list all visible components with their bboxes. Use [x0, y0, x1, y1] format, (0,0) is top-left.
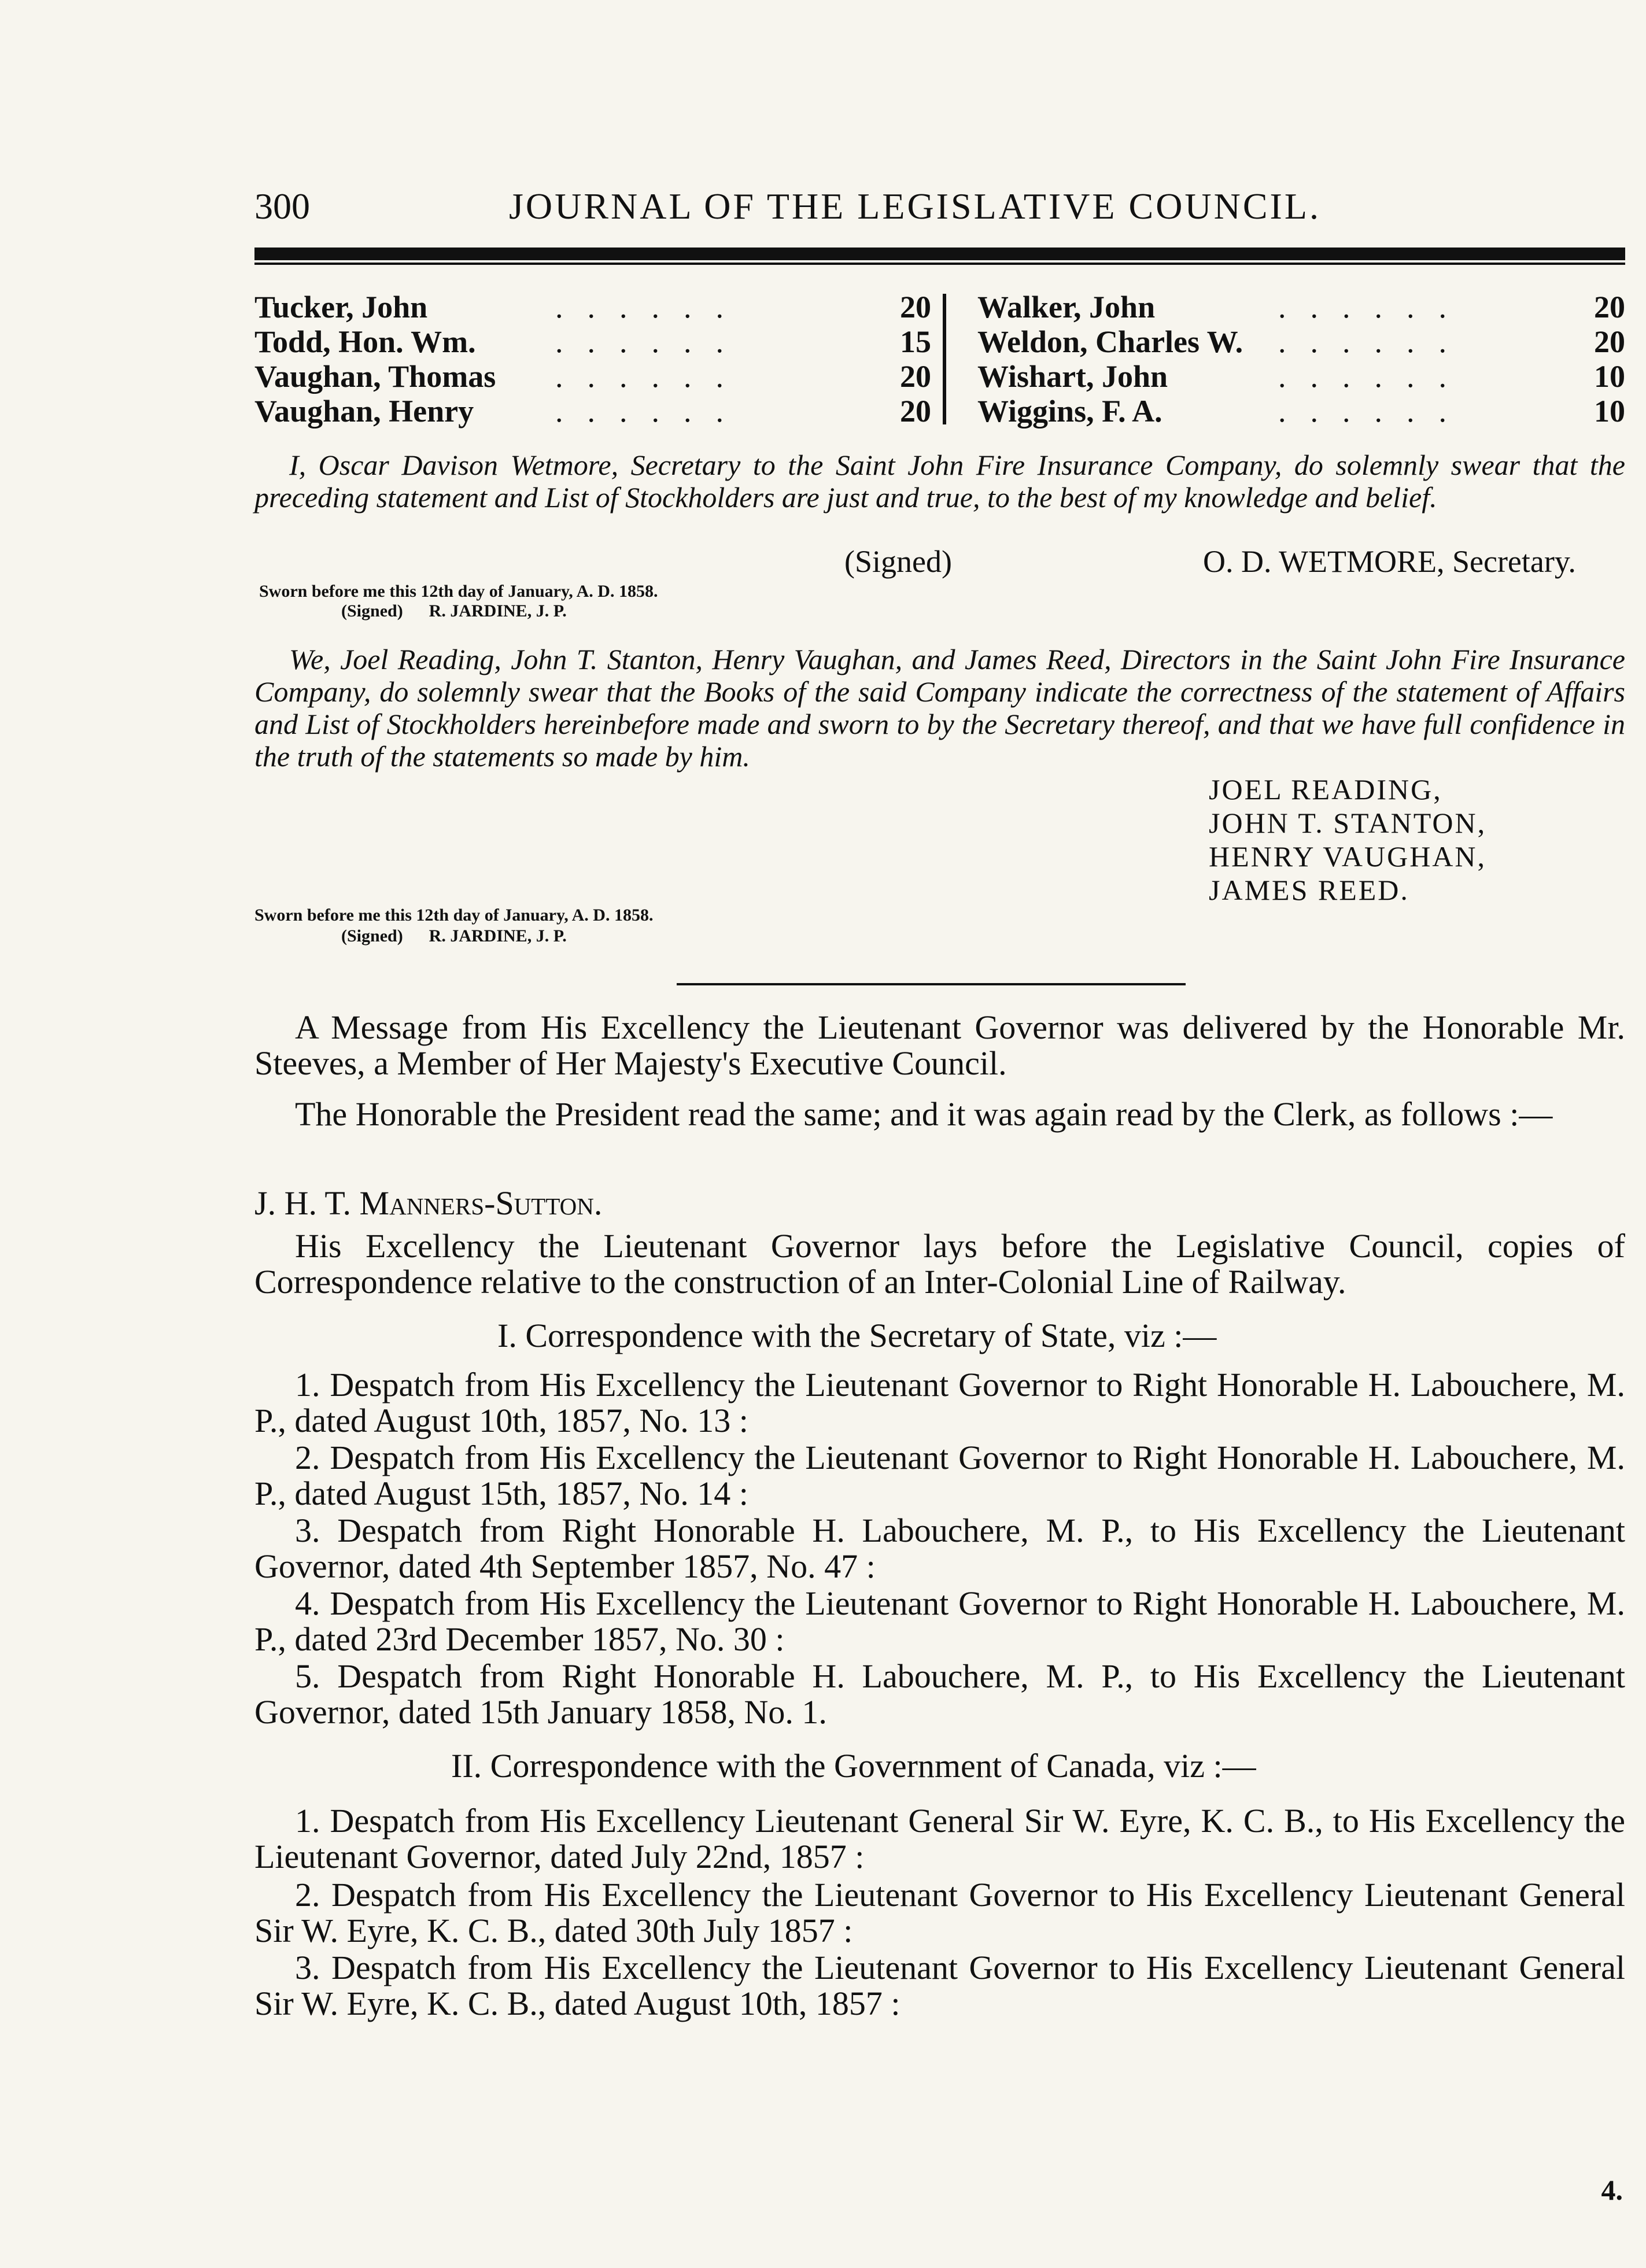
stockholder-amount: 15	[900, 324, 931, 359]
stockholder-name: Vaughan, Thomas	[254, 359, 496, 394]
stockholder-amount: 20	[900, 394, 931, 429]
secretary-oath: I, Oscar Davison Wetmore, Secretary to the Saint John Fire Insurance Company, do solemnly swear that the preceding statement and List of Stockholders are just and true, to the best of my knowledge and belief.	[254, 449, 1625, 514]
list-item: 4. Despatch from His Excellency the Lieutenant Governor to Right Honorable H. Labouchere, M. P., dated 23rd December 1857, No. 30 :	[254, 1584, 1625, 1658]
director-name: JAMES REED.	[1209, 874, 1409, 906]
sworn-signature: (Signed) R. JARDINE, J. P.	[341, 601, 567, 620]
sworn-statement: Sworn before me this 12th day of January, A. D. 1858.	[254, 906, 654, 925]
sworn-statement: Sworn before me this 12th day of January, A. D. 1858.	[259, 582, 658, 601]
list-item: 3. Despatch from Right Honorable H. Labouchere, M. P., to His Excellency the Lieutenant Governor, dated 4th September 1857, No. 47 :	[254, 1512, 1625, 1585]
leader-dots: ......	[1278, 324, 1471, 359]
stockholder-row	[977, 359, 1625, 393]
leader-dots: ......	[555, 359, 748, 394]
stockholder-name: Walker, John	[977, 290, 1156, 324]
catchword: 4.	[1601, 2174, 1623, 2206]
director-name: JOHN T. STANTON,	[1209, 807, 1487, 839]
director-name: JOEL READING,	[1209, 773, 1442, 806]
list-item: 2. Despatch from His Excellency the Lieutenant Governor to His Excellency Lieutenant General Sir W. Eyre, K. C. B., dated 30th July 1857 :	[254, 1876, 1625, 1949]
president-paragraph: The Honorable the President read the same; and it was again read by the Clerk, as follows :—	[295, 1095, 1553, 1133]
stockholder-row	[977, 324, 1625, 359]
stockholder-amount: 20	[1594, 290, 1625, 324]
signed-label: (Signed)	[844, 544, 952, 579]
page-number: 300	[254, 186, 310, 227]
list-item: 2. Despatch from His Excellency the Lieutenant Governor to Right Honorable H. Labouchere, M. P., dated August 15th, 1857, No. 14 :	[254, 1439, 1625, 1512]
leader-dots: ......	[555, 394, 748, 429]
header-rule	[254, 248, 1625, 260]
sworn-signature: (Signed) R. JARDINE, J. P.	[341, 926, 567, 945]
section-heading: I. Correspondence with the Secretary of State, viz :—	[497, 1317, 1217, 1354]
leader-dots: ......	[555, 324, 748, 359]
stockholder-column-left	[254, 289, 931, 428]
stockholder-column-right	[977, 289, 1625, 428]
stockholder-name: Tucker, John	[254, 290, 428, 324]
stockholder-name: Weldon, Charles W.	[977, 324, 1243, 359]
stockholder-amount: 10	[1594, 359, 1625, 394]
column-divider	[943, 294, 946, 424]
leader-dots: ......	[1278, 394, 1471, 429]
stockholder-name: Todd, Hon. Wm.	[254, 324, 476, 359]
stockholder-name: Wishart, John	[977, 359, 1168, 394]
list-item: 1. Despatch from His Excellency Lieutenant General Sir W. Eyre, K. C. B., to His Excellency the Lieutenant Governor, dated July 22nd, 1857 :	[254, 1802, 1625, 1875]
journal-title: JOURNAL OF THE LEGISLATIVE COUNCIL.	[509, 186, 1321, 227]
stockholder-row	[977, 393, 1625, 428]
stockholder-amount: 20	[1594, 324, 1625, 359]
stockholder-row	[254, 359, 931, 393]
directors-oath: We, Joel Reading, John T. Stanton, Henry Vaughan, and James Reed, Directors in the Saint John Fire Insurance Company, do solemnly swear that the Books of the said Company indicate the correctness of the statement of Affairs and List of Stockholders hereinbefore made and sworn to by the Secretary thereof, and that we have full confidence in the truth of the statements so made by him.	[254, 643, 1625, 773]
stockholder-name: Vaughan, Henry	[254, 394, 474, 429]
leader-dots: ......	[1278, 290, 1471, 324]
governor-name: J. H. T. Manners-Sutton.	[254, 1184, 603, 1222]
director-name: HENRY VAUGHAN,	[1209, 840, 1487, 873]
stockholder-amount: 10	[1594, 394, 1625, 429]
stockholder-name: Wiggins, F. A.	[977, 394, 1162, 429]
leader-dots: ......	[555, 290, 748, 324]
list-item: 5. Despatch from Right Honorable H. Labouchere, M. P., to His Excellency the Lieutenant Governor, dated 15th January 1858, No. 1.	[254, 1657, 1625, 1731]
list-item: 3. Despatch from His Excellency the Lieutenant Governor to His Excellency Lieutenant General Sir W. Eyre, K. C. B., dated August 10th, 1857 :	[254, 1949, 1625, 2022]
secretary-signature: O. D. WETMORE, Secretary.	[1203, 544, 1576, 579]
message-paragraph: A Message from His Excellency the Lieutenant Governor was delivered by the Honorable Mr. Steeves, a Member of Her Majesty's Executive Council.	[254, 1009, 1625, 1082]
stockholder-row	[254, 393, 931, 428]
section-heading: II. Correspondence with the Government of Canada, viz :—	[451, 1747, 1256, 1785]
stockholder-row	[254, 324, 931, 359]
stockholder-row	[254, 289, 931, 324]
directors-signatures	[1209, 773, 1486, 907]
section-rule	[677, 983, 1186, 985]
stockholder-amount: 20	[900, 359, 931, 394]
page-header	[254, 185, 1625, 231]
stockholder-amount: 20	[900, 290, 931, 324]
stockholder-row	[977, 289, 1625, 324]
lays-before-paragraph: His Excellency the Lieutenant Governor lays before the Legislative Council, copies of Correspondence relative to the construction of an Inter-Colonial Line of Railway.	[254, 1227, 1625, 1301]
stockholder-table	[254, 289, 1625, 428]
leader-dots: ......	[1278, 359, 1471, 394]
list-item: 1. Despatch from His Excellency the Lieutenant Governor to Right Honorable H. Labouchere, M. P., dated August 10th, 1857, No. 13 :	[254, 1366, 1625, 1439]
